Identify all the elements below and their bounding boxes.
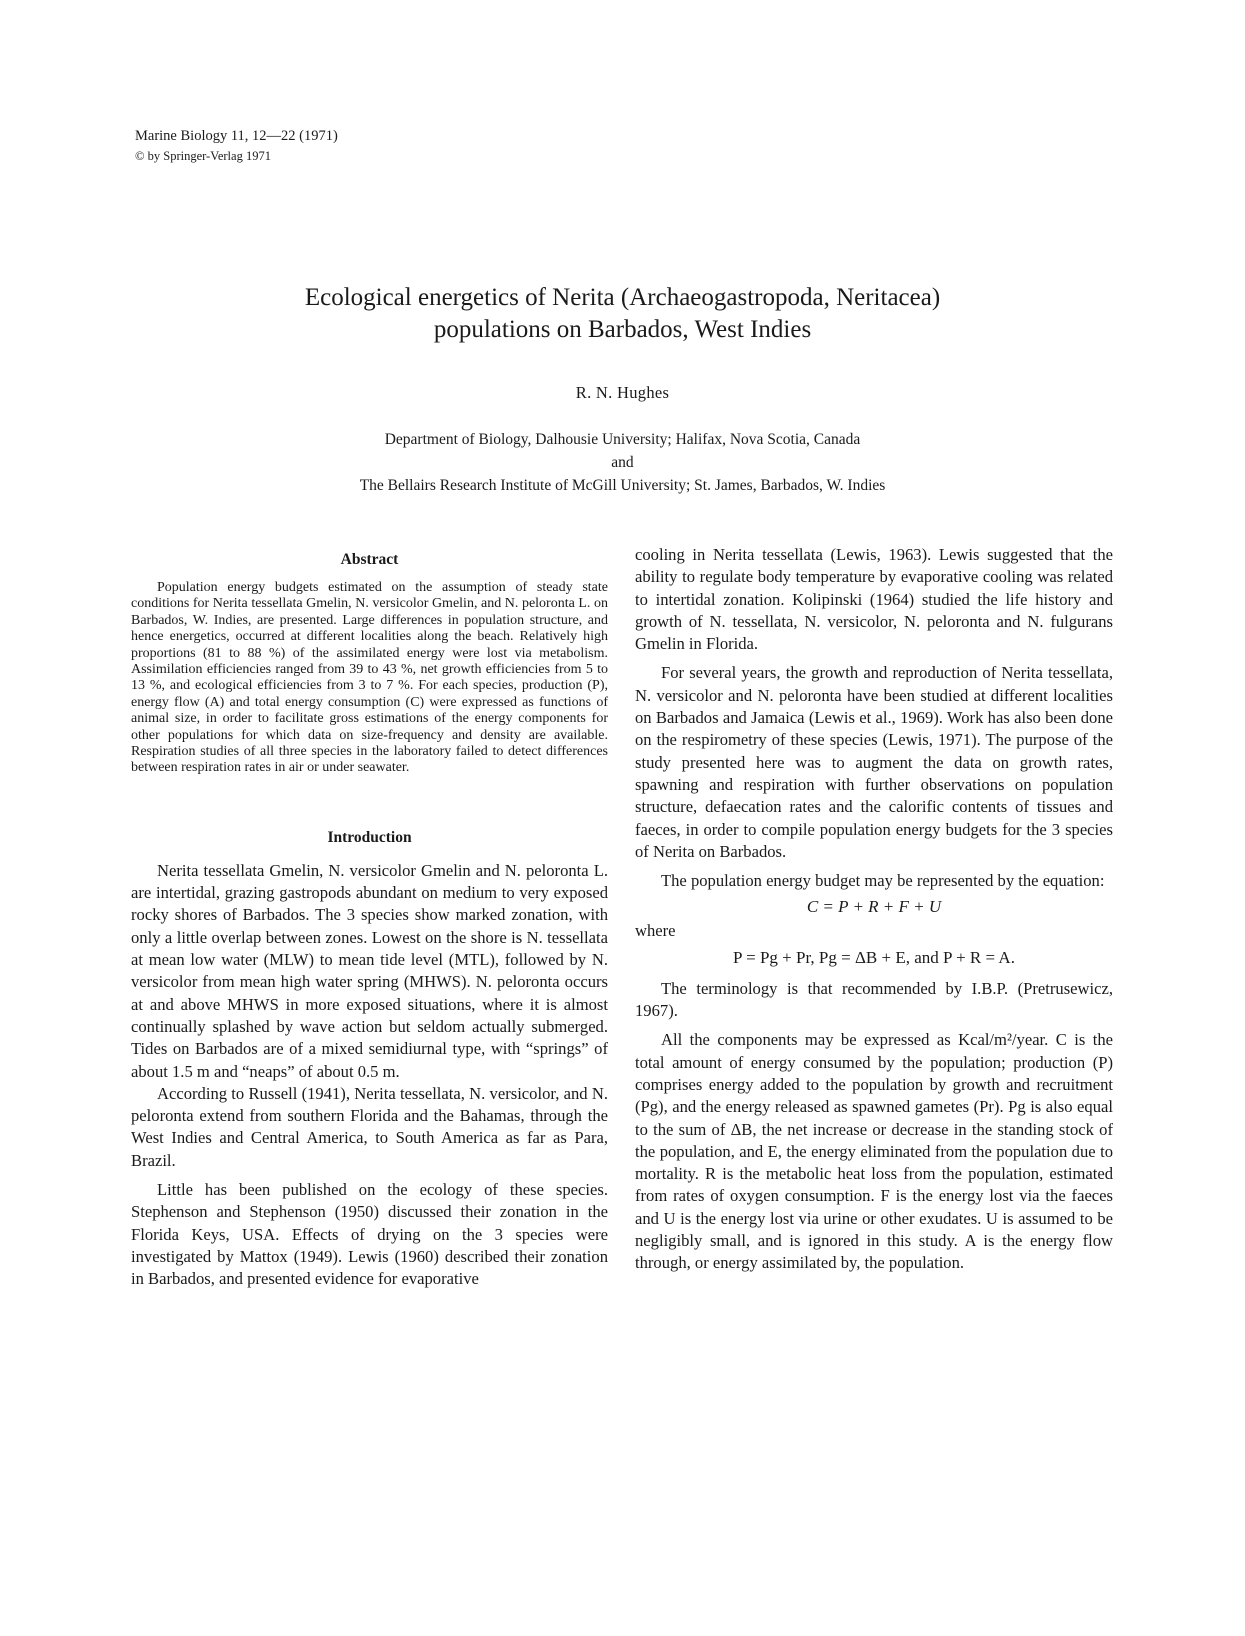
journal-line: Marine Biology 11, 12—22 (1971) bbox=[135, 128, 338, 144]
intro-paragraph-1: Nerita tessellata Gmelin, N. versicolor Gmelin and N. peloronta L. are intertidal, grazing gastropods abundant on medium to very exposed rocky shores of Barbados. The 3 species show marked zonation, with only a little overlap between zones. Lowest on the shore is N. tessellata at mean low water (MLW) to mean tide level (MTL), followed by N. versicolor from mean high water spring (MHWS). N. peloronta occurs at and above MHWS in more exposed situations, where it is almost continually splashed by wave action but seldom actually submerged. Tides on Barbados are of a mixed semidiurnal type, with “springs” of about 1.5 m and “neaps” of about 0.5 m. bbox=[131, 860, 608, 1081]
intro-paragraph-4: For several years, the growth and reproduction of Nerita tessellata, N. versicolor and N. peloronta have been studied at different localities on Barbados and Jamaica (Lewis et al., 1969). Work has also been done on the respirometry of these species (Lewis, 1971). The purpose of the study presented here was to augment the data on growth rates, spawning and respiration with further observations on population structure, defaecation rates and the calorific contents of tissues and faeces, in order to compile population energy budgets for the 3 species of Nerita on Barbados. bbox=[635, 663, 1113, 861]
intro-paragraph-7: All the components may be expressed as Kcal/m²/year. C is the total amount of energy consumed by the population; production (P) comprises energy added to the population by growth and recruitment (Pg), and the energy released as spawned gametes (Pr). Pg is also equal to the sum of ΔB, the net increase or decrease in the standing stock of the population, and E, the energy eliminated from the population due to mortality. R is the metabolic heat loss from the population, estimated from rates of oxygen consumption. F is the energy lost via the faeces and U is the energy lost via urine or other exudates. U is assumed to be negligibly small, and is ignored in this study. A is the energy flow through, or energy assimilated by, the population. bbox=[635, 1030, 1113, 1273]
where-label: where bbox=[635, 921, 676, 941]
title-line-1: Ecological energetics of Nerita (Archaeogastropoda, Neritacea) bbox=[304, 284, 941, 311]
intro-paragraph-3-continued: cooling in Nerita tessellata (Lewis, 1963). Lewis suggested that the ability to regulate body temperature by evaporative cooling was related to intertidal zonation. Kolipinski (1964) studied the life history and growth of N. tessellata, N. versicolor, N. peloronta and N. fulgurans Gmelin in Florida. bbox=[635, 545, 1113, 654]
intro-paragraph-6: The terminology is that recommended by I.B.P. (Pretrusewicz, 1967). bbox=[635, 978, 1113, 1021]
title-line-2: populations on Barbados, West Indies bbox=[433, 316, 812, 343]
paper-title bbox=[0, 282, 1245, 346]
abstract-heading: Abstract bbox=[340, 551, 399, 568]
affiliation-line-2: and bbox=[611, 454, 634, 471]
copyright-line: © by Springer-Verlag 1971 bbox=[135, 149, 271, 163]
right-column bbox=[635, 545, 1113, 1275]
intro-paragraph-5: The population energy budget may be represented by the equation: bbox=[661, 871, 1105, 891]
journal-citation bbox=[135, 126, 338, 166]
left-column bbox=[131, 551, 608, 1291]
introduction-heading: Introduction bbox=[327, 828, 412, 846]
affiliation bbox=[0, 428, 1245, 497]
affiliation-line-1: Department of Biology, Dalhousie University; Halifax, Nova Scotia, Canada bbox=[384, 431, 861, 448]
equation-energy-budget: C = P + R + F + U bbox=[806, 897, 942, 917]
affiliation-line-3: The Bellairs Research Institute of McGill University; St. James, Barbados, W. Indies bbox=[359, 477, 886, 494]
abstract-text: Population energy budgets estimated on the assumption of steady state conditions for Nerita tessellata Gmelin, N. versicolor Gmelin, and N. peloronta L. on Barbados, W. Indies, are presented. Large differences in population structure, and hence energetics, occurred at different localities along the beach. Relatively high proportions (81 to 88 %) of the assimilated energy were lost via metabolism. Assimilation efficiencies ranged from 39 to 43 %, net growth efficiencies from 5 to 13 %, and ecological efficiencies from 3 to 7 %. For each species, production (P), energy flow (A) and total energy consumption (C) were expressed as functions of animal size, in order to facilitate gross estimations of the energy components for other populations for which data on size-frequency and density are available. Respiration studies of all three species in the laboratory failed to detect differences between respiration rates in air or under seawater. bbox=[131, 580, 608, 776]
equation-production: P = Pg + Pr, Pg = ΔB + E, and P + R = A. bbox=[733, 947, 1015, 967]
intro-paragraph-2: According to Russell (1941), Nerita tessellata, N. versicolor, and N. peloronta extend from southern Florida and the Bahamas, through the West Indies and Central America, to South America as far as Para, Brazil. bbox=[131, 1083, 608, 1170]
intro-paragraph-3: Little has been published on the ecology of these species. Stephenson and Stephenson (1950) discussed their zonation in the Florida Keys, USA. Effects of drying on the 3 species were investigated by Mattox (1949). Lewis (1960) described their zonation in Barbados, and presented evidence for evaporative bbox=[131, 1180, 608, 1289]
author-name: R. N. Hughes bbox=[575, 383, 670, 402]
